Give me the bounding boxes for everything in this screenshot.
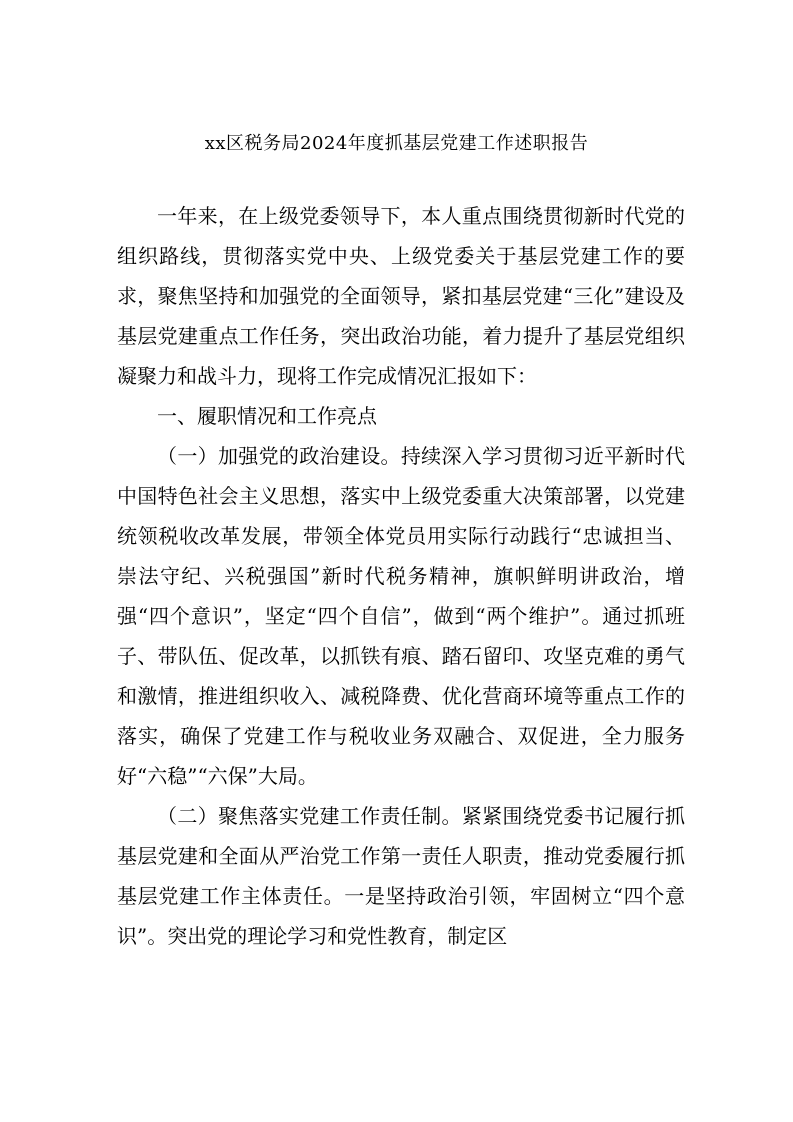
intro-paragraph: 一年来，在上级党委领导下，本人重点围绕贯彻新时代党的组织路线，贯彻落实党中央、上级党委关于基层党建工作的要求，聚焦坚持和加强党的全面领导，紧扣基层党建“三化”建设及基层党建重点工作任务，突出政治功能，着力提升了基层党组织凝聚力和战斗力，现将工作完成情况汇报如下： — [117, 204, 685, 388]
document-body — [117, 196, 685, 956]
section-heading: 一、履职情况和工作亮点 — [157, 404, 377, 428]
political-building-paragraph: （一）加强党的政治建设。持续深入学习贯彻习近平新时代中国特色社会主义思想，落实中上级党委重大决策部署，以党建统领税收改革发展，带领全体党员用实际行动践行“忠诚担当、崇法守纪、兴税强国”新时代税务精神，旗帜鲜明讲政治，增强“四个意识”，坚定“四个自信”，做到“两个维护”。通过抓班子、带队伍、促改革，以抓铁有痕、踏石留印、攻坚克难的勇气和激情，推进组织收入、减税降费、优化营商环境等重点工作的落实，确保了党建工作与税收业务双融合、双促进，全力服务好“六稳”“六保”大局。 — [117, 444, 685, 788]
document-title: xx区税务局2024年度抓基层党建工作述职报告 — [204, 133, 589, 154]
responsibility-paragraph: （二）聚焦落实党建工作责任制。紧紧围绕党委书记履行抓基层党建和全面从严治党工作第一责任人职责，推动党委履行抓基层党建工作主体责任。一是坚持政治引领，牢固树立“四个意识”。突出党的理论学习和党性教育，制定区 — [117, 804, 685, 948]
